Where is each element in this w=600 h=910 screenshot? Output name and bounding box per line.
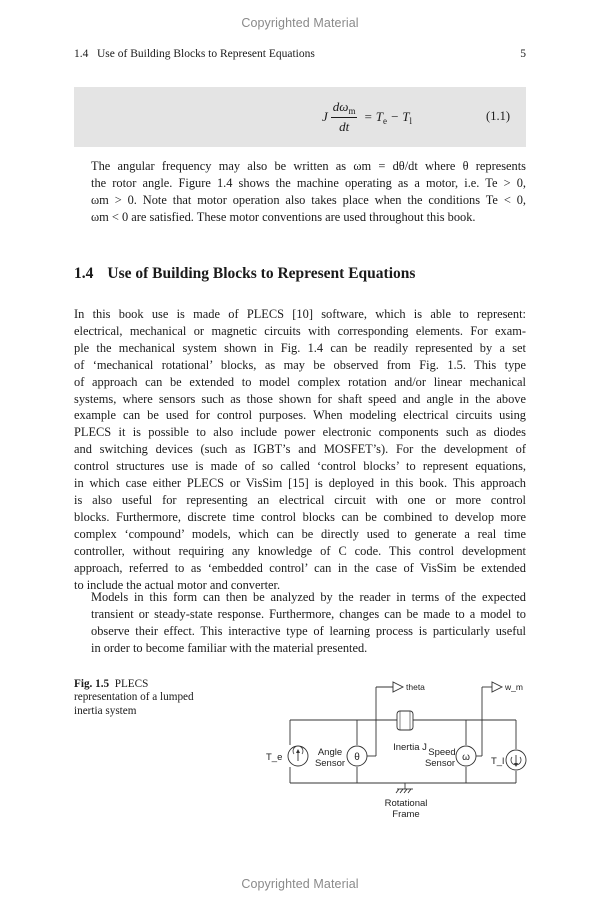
angle-sensor-label-2: Sensor (314, 758, 346, 769)
torque-source-icon (288, 746, 308, 766)
watermark-top: Copyrighted Material (241, 16, 359, 30)
svg-text:ω: ω (462, 752, 470, 763)
eq-inertia: J (322, 109, 328, 124)
para2-line: control structures use is made of so called ‘control blocks’ to represent equations, (74, 459, 526, 474)
paragraph-plecs (74, 306, 526, 593)
para2-line: example can be used for control purposes. When modeling electrical circuits using (74, 408, 526, 423)
eq-minus: − T (387, 108, 410, 124)
para2-line: In this book use is made of PLECS [10] software, which is able to represent: (74, 307, 526, 321)
eq-denominator: dt (339, 119, 350, 134)
speed-sensor-label-2: Sensor (424, 758, 456, 769)
speed-sensor-icon (456, 746, 476, 766)
para2-line: and switching devices (such as IGBT’s and MOSFET’s). For the development of (74, 442, 526, 457)
page-number: 5 (520, 48, 526, 60)
section-title: Use of Building Blocks to Represent Equations (107, 265, 416, 282)
para3-line: Models in this form can then be analyzed by the reader in terms of the expected (91, 590, 526, 604)
para2-line: to include the actual motor and converter. (74, 577, 281, 592)
figure-caption-text: PLECS representation of a lumped inertia system (74, 678, 194, 717)
paragraph-models (74, 589, 526, 657)
para2-line: PLECS it is possible to also include power electronic components such as diodes (74, 425, 526, 440)
torque-source-label: T_e (266, 752, 283, 763)
section-heading (74, 265, 415, 283)
para3-line: in order to become familiar with the material presented. (91, 640, 368, 655)
para2-line: controller, without requiring any knowledge of C code. This control development (74, 543, 526, 558)
para2-line: of approach can be extended to model complex rotation and/or linear mechanical (74, 374, 526, 389)
para1-line: The angular frequency may also be written as ωm = dθ/dt where θ represents (91, 159, 526, 173)
equation-box (74, 87, 526, 147)
angle-sensor-label-1: Angle (317, 747, 343, 758)
angle-sensor-icon (347, 746, 367, 766)
wm-out-label: w_m (505, 682, 523, 692)
svg-text:θ: θ (354, 752, 360, 763)
para1-line: the rotor angle. Figure 1.4 shows the machine operating as a motor, i.e. Te > 0, (91, 175, 526, 190)
inertia-block-icon (397, 711, 413, 730)
para1-line: ωm < 0 are satisfied. These motor conventions are used throughout this book. (91, 209, 476, 224)
plecs-diagram (0, 670, 600, 830)
frame-label-1: Rotational (384, 798, 428, 809)
para2-line: blocks. Furthermore, discrete time control blocks can be combined to develop more (74, 509, 526, 524)
equation-number: (1.1) (486, 109, 510, 123)
para2-line: in which case either PLECS or VisSim [15] is deployed in this book. This approach (74, 476, 526, 491)
frame-label-2: Frame (392, 809, 420, 820)
section-number: 1.4 (74, 265, 94, 282)
eq-rhs: = T (363, 108, 383, 124)
figure-label: Fig. 1.5 (74, 678, 110, 690)
inertia-label: Inertia J (393, 742, 427, 753)
paragraph-motor-conventions (74, 158, 526, 226)
para2-line: is also useful for representing an electrical circuit with one or more control (74, 492, 526, 507)
para3-line: transient or steady-state response. Furthermore, changes can be made to a model to (91, 606, 526, 621)
para2-line: ple the mechanical system shown in Fig. 1.4 can be readily represented by a set (74, 340, 526, 355)
para1-line: ωm > 0. Note that motor operation also takes place when the conditions Te < 0, (91, 192, 526, 207)
theta-port (393, 682, 403, 692)
running-head-title: 1.4 Use of Building Blocks to Represent Equations (74, 48, 315, 60)
para2-line: complex ‘compound’ models, which can be directly used to generate a real time (74, 526, 526, 541)
para2-line: of ‘mechanical rotational’ blocks, as may be observed from Fig. 1.5. This type (74, 357, 526, 372)
load-torque-icon (506, 750, 526, 770)
para2-line: electrical, mechanical or magnetic circuits with corresponding elements. For exam- (74, 323, 526, 338)
load-torque-label: T_l (491, 756, 505, 767)
watermark-bottom: Copyrighted Material (241, 877, 359, 891)
para2-line: approach, referred to as ‘embedded control’ can in the case of VisSim be extended (74, 560, 526, 575)
speed-sensor-label-1: Speed (428, 747, 456, 758)
running-head (74, 48, 526, 60)
eq-fraction (331, 99, 358, 135)
para2-line: systems, where sensors such as those shown for shaft speed and angle in the above (74, 391, 526, 406)
wm-port (492, 682, 502, 692)
equation-1-1: J $\frac{d\omega_m}{dt}$ = $T_e - T_l$ (322, 99, 413, 134)
eq-numerator: $d\omega_m$ (332, 99, 356, 116)
theta-out-label: theta (406, 682, 425, 692)
para3-line: observe their effect. This interactive type of learning process is particularly useful (91, 623, 526, 638)
